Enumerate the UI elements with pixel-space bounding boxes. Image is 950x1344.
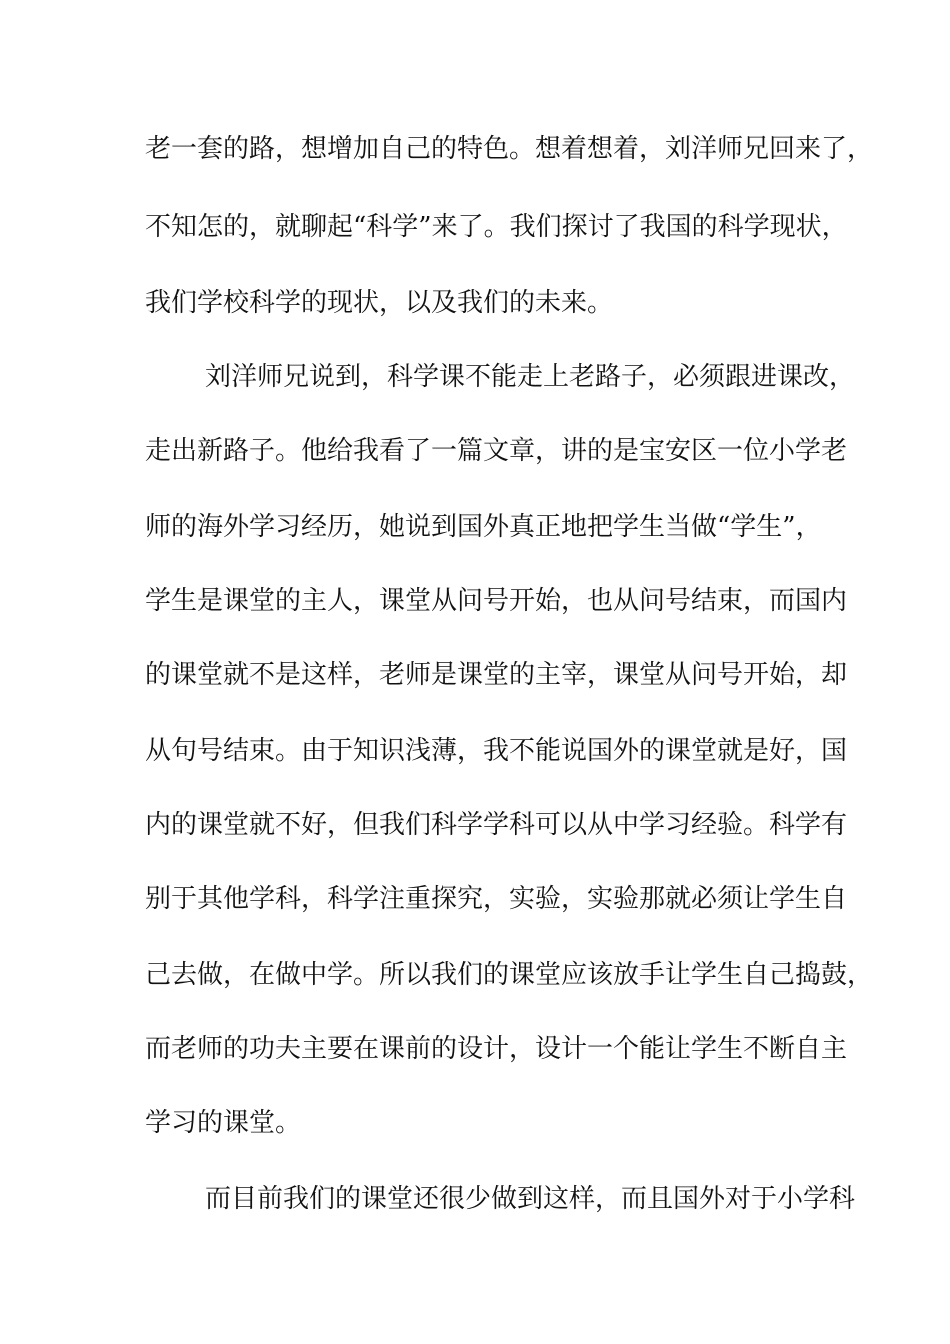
paragraph-first-line: 而目前我们的课堂还很少做到这样，而且国外对于小学科: [205, 1184, 856, 1214]
text-line: 学生是课堂的主人，课堂从问号开始，也从问号结束，而国内: [145, 586, 848, 616]
text-line: 别于其他学科，科学注重探究，实验，实验那就必须让学生自: [145, 884, 848, 914]
text-line: 己去做，在做中学。所以我们的课堂应该放手让学生自己捣鼓，: [145, 960, 874, 990]
text-line: 而老师的功夫主要在课前的设计，设计一个能让学生不断自主: [145, 1034, 848, 1064]
text-line: 我们学校科学的现状，以及我们的未来。: [145, 288, 614, 318]
text-line: 走出新路子。他给我看了一篇文章，讲的是宝安区一位小学老: [145, 436, 848, 466]
text-line: 师的海外学习经历，她说到国外真正地把学生当做“学生”，: [145, 512, 822, 542]
text-line: 学习的课堂。: [145, 1108, 302, 1138]
text-line: 的课堂就不是这样，老师是课堂的主宰，课堂从问号开始，却: [145, 660, 848, 690]
text-line: 不知怎的，就聊起“科学”来了。我们探讨了我国的科学现状，: [145, 212, 848, 242]
text-line: 老一套的路，想增加自己的特色。想着想着，刘洋师兄回来了，: [145, 134, 874, 164]
paragraph-first-line: 刘洋师兄说到，科学课不能走上老路子，必须跟进课改，: [205, 362, 856, 392]
text-line: 内的课堂就不好，但我们科学学科可以从中学习经验。科学有: [145, 810, 848, 840]
text-line: 从句号结束。由于知识浅薄，我不能说国外的课堂就是好，国: [145, 736, 848, 766]
